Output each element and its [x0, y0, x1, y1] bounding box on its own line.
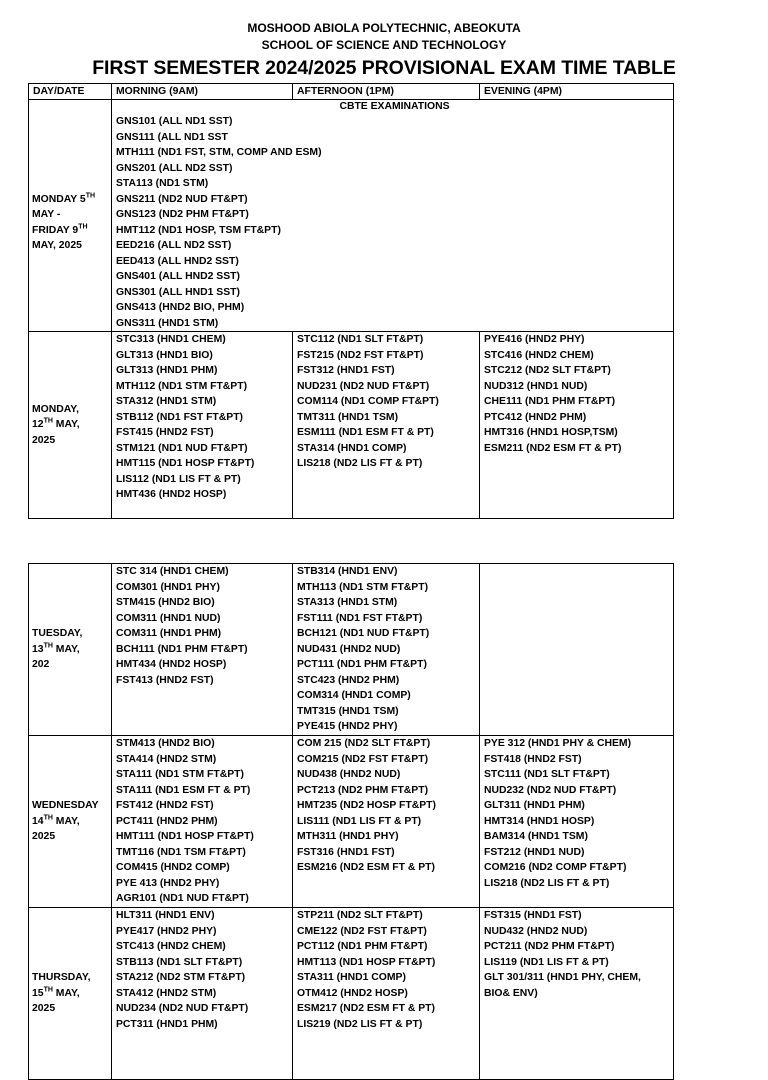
course-entry: STM121 (ND1 NUD FT&PT) [116, 442, 248, 454]
column-header-day: DAY/DATE [29, 84, 112, 100]
course-entry: HMT436 (HND2 HOSP) [116, 489, 227, 500]
course-entry: NUD231 (ND2 NUD FT&PT) [297, 380, 430, 392]
course-entry: GNS111 (ALL ND1 SST [116, 131, 228, 143]
course-entry: PCT411 (HND2 PHM) [116, 815, 218, 827]
course-entry: GLT313 (HND1 PHM) [116, 365, 218, 376]
day-date-line: MAY, 2025 [32, 240, 82, 251]
cbte-row [29, 100, 674, 115]
course-entry: OTM412 (HND2 HOSP) [297, 987, 408, 999]
course-entry: AGR101 (ND1 NUD FT&PT) [116, 893, 249, 904]
course-entry: FST418 (HND2 FST) [484, 753, 582, 765]
course-entry: STC423 (HND2 PHM) [297, 674, 400, 686]
afternoon-cell [293, 564, 480, 736]
course-entry: LIS219 (ND2 LIS FT & PT) [297, 1018, 423, 1030]
day-date-line: MAY - [32, 209, 61, 220]
course-entry: BAM314 (HND1 TSM) [484, 831, 588, 842]
course-entry: HMT235 (ND2 HOSP FT&PT) [297, 800, 436, 811]
course-entry: PCT311 (HND1 PHM) [116, 1018, 218, 1030]
timetable-part-2 [28, 563, 674, 1080]
morning-cell [112, 736, 293, 908]
course-entry: GNS123 (ND2 PHM FT&PT) [116, 209, 249, 220]
course-entry: FST212 (HND1 NUD) [484, 846, 585, 858]
column-header-afternoon: AFTERNOON (1PM) [293, 84, 480, 100]
course-entry: FST312 (HND1 FST) [297, 365, 395, 376]
course-entry: HLT311 (HND1 ENV) [116, 910, 215, 921]
course-entry: STA414 (HND2 STM) [116, 753, 217, 765]
course-entry: COM301 (HND1 PHY) [116, 581, 220, 593]
course-entry: TMT116 (ND1 TSM FT&PT) [116, 846, 246, 858]
morning-cell [112, 564, 293, 736]
evening-cell [480, 564, 674, 736]
course-entry: HMT112 (ND1 HOSP, TSM FT&PT) [116, 224, 281, 236]
day-date-line: 2025 [32, 831, 56, 843]
cbte-label: CBTE EXAMINATIONS [112, 100, 674, 115]
course-entry: GNS401 (ALL HND2 SST) [116, 271, 240, 282]
course-entry: FST415 (HND2 FST) [116, 427, 214, 438]
course-entry: FST316 (HND1 FST) [297, 846, 395, 858]
course-entry: STC112 (ND1 SLT FT&PT) [297, 334, 424, 345]
course-entry: STA311 (HND1 COMP) [297, 972, 406, 983]
course-entry: COM311 (HND1 PHM) [116, 628, 222, 639]
course-entry: EED216 (ALL ND2 SST) [116, 240, 232, 251]
course-entry: GNS101 (ALL ND1 SST) [116, 116, 233, 127]
afternoon-cell [293, 736, 480, 908]
table-row [29, 332, 674, 519]
course-entry: HMT316 (HND1 HOSP,TSM) [484, 427, 618, 438]
course-entry: STA312 (HND1 STM) [116, 396, 217, 407]
course-entry: ESM217 (ND2 ESM FT & PT) [297, 1003, 435, 1014]
course-entry: STC111 (ND1 SLT FT&PT) [484, 769, 610, 780]
course-entry: COM415 (HND2 COMP) [116, 862, 230, 873]
course-entry: STA314 (HND1 COMP) [297, 442, 407, 454]
course-entry: PTC412 (HND2 PHM) [484, 411, 587, 423]
course-entry: HMT434 (HND2 HOSP) [116, 659, 227, 670]
course-entry: LIS112 (ND1 LIS FT & PT) [116, 473, 241, 485]
course-entry: STC416 (HND2 CHEM) [484, 349, 594, 361]
course-entry: FST215 (ND2 FST FT&PT) [297, 349, 424, 361]
course-entry: MTH113 (ND1 STM FT&PT) [297, 581, 429, 593]
table-row [29, 564, 674, 736]
course-entry: FST111 (ND1 FST FT&PT) [297, 612, 423, 624]
course-entry: PCT213 (ND2 PHM FT&PT) [297, 784, 429, 796]
course-entry: GNS201 (ALL ND2 SST) [116, 162, 233, 174]
course-entry: HMT314 (HND1 HOSP) [484, 815, 595, 827]
afternoon-cell [293, 908, 480, 1080]
course-entry: PYE 413 (HND2 PHY) [116, 877, 220, 889]
course-entry: STM413 (HND2 BIO) [116, 738, 215, 749]
course-entry: EED413 (ALL HND2 SST) [116, 255, 239, 267]
day-date-line: 12TH MAY, [32, 417, 80, 431]
column-header-morning: MORNING (9AM) [112, 84, 293, 100]
school-name: SCHOOL OF SCIENCE AND TECHNOLOGY [261, 38, 507, 52]
day-date-line: MONDAY, [32, 403, 79, 415]
course-entry: GLT311 (HND1 PHM) [484, 800, 585, 811]
course-entry: STB113 (ND1 SLT FT&PT) [116, 956, 243, 968]
course-entry: STA113 (ND1 STM) [116, 178, 209, 189]
course-entry: HMT113 (ND1 HOSP FT&PT) [297, 956, 436, 968]
course-entry: STM415 (HND2 BIO) [116, 597, 215, 608]
day-date-line: 15TH MAY, [32, 986, 80, 999]
course-entry: PCT112 (ND1 PHM FT&PT) [297, 941, 428, 952]
course-entry: COM 215 (ND2 SLT FT&PT) [297, 738, 431, 749]
day-date-cell [29, 736, 112, 908]
day-date-line: FRIDAY 9TH [32, 223, 88, 236]
course-entry: NUD438 (HND2 NUD) [297, 769, 401, 780]
course-entry: GNS413 (HND2 BIO, PHM) [116, 302, 245, 313]
course-entry: NUD432 (HND2 NUD) [484, 925, 588, 937]
course-entry: HMT115 (ND1 HOSP FT&PT) [116, 458, 255, 469]
afternoon-cell [293, 332, 480, 519]
course-entry: PYE416 (HND2 PHY) [484, 334, 585, 345]
day-date-line: 2025 [32, 434, 56, 446]
course-entry: NUD312 (HND1 NUD) [484, 380, 588, 392]
column-header-row [29, 84, 674, 100]
course-entry: BCH111 (ND1 PHM FT&PT) [116, 643, 248, 655]
evening-cell [480, 736, 674, 908]
course-entry: STC212 (ND2 SLT FT&PT) [484, 365, 611, 376]
course-entry: COM114 (ND1 COMP FT&PT) [297, 396, 439, 407]
course-entry: PYE417 (HND2 PHY) [116, 925, 217, 937]
evening-cell [480, 908, 674, 1080]
course-entry: LIS119 (ND1 LIS FT & PT) [484, 956, 609, 968]
course-entry: FST315 (HND1 FST) [484, 910, 582, 921]
course-entry: STA111 (ND1 ESM FT & PT) [116, 784, 251, 796]
course-entry: STB314 (HND1 ENV) [297, 566, 398, 577]
table-row [29, 736, 674, 908]
day-date-cell [29, 908, 112, 1080]
day-date-line: TUESDAY, [32, 628, 83, 640]
course-entry: STA313 (HND1 STM) [297, 597, 398, 608]
course-entry: FST413 (HND2 FST) [116, 674, 214, 686]
course-entry: NUD234 (ND2 NUD FT&PT) [116, 1003, 249, 1014]
page-title: FIRST SEMESTER 2024/2025 PROVISIONAL EXAM TIME TABLE [92, 57, 676, 79]
course-entry: GNS211 (ND2 NUD FT&PT) [116, 193, 248, 205]
day-date-line: THURSDAY, [32, 972, 91, 984]
course-entry: LIS218 (ND2 LIS FT & PT) [484, 877, 610, 889]
course-entry: PYE415 (HND2 PHY) [297, 721, 398, 732]
course-entry: HMT111 (ND1 HOSP FT&PT) [116, 831, 254, 842]
course-entry: PYE 312 (HND1 PHY & CHEM) [484, 738, 632, 749]
course-entry: LIS218 (ND2 LIS FT & PT) [297, 458, 423, 469]
course-entry: GNS301 (ALL HND1 SST) [116, 286, 240, 298]
course-entry: ESM111 (ND1 ESM FT & PT) [297, 427, 434, 438]
course-entry: COM311 (HND1 NUD) [116, 612, 221, 624]
course-entry: PCT111 (ND1 PHM FT&PT) [297, 659, 427, 670]
institution-name: MOSHOOD ABIOLA POLYTECHNIC, ABEOKUTA [247, 21, 521, 35]
day-cell-empty [29, 100, 112, 115]
course-entry: CME122 (ND2 FST FT&PT) [297, 925, 427, 937]
course-entry: TMT315 (HND1 TSM) [297, 705, 399, 717]
table-row [29, 908, 674, 1080]
timetable-part-1 [28, 83, 674, 519]
course-entry: MTH311 (HND1 PHY) [297, 831, 399, 842]
evening-cell [480, 332, 674, 519]
course-entry: COM215 (ND2 FST FT&PT) [297, 753, 429, 765]
day-date-line: 14TH MAY, [32, 814, 80, 827]
day-date-cell [29, 564, 112, 736]
course-entry: BIO& ENV) [484, 987, 538, 999]
morning-cell [112, 908, 293, 1080]
course-entry: MTH111 (ND1 FST, STM, COMP AND ESM) [116, 147, 322, 158]
course-entry: GNS311 (HND1 STM) [116, 317, 219, 329]
table-row [29, 114, 674, 332]
day-date-line: MONDAY 5TH [32, 192, 96, 205]
course-entry: ESM216 (ND2 ESM FT & PT) [297, 862, 435, 873]
day-date-cell [29, 332, 112, 519]
course-entry: GLT 301/311 (HND1 PHY, CHEM, [484, 972, 641, 983]
course-entry: STB112 (ND1 FST FT&PT) [116, 411, 244, 423]
course-entry: NUD232 (ND2 NUD FT&PT) [484, 784, 617, 796]
course-entry: STA412 (HND2 STM) [116, 987, 217, 999]
course-entry: TMT311 (HND1 TSM) [297, 411, 399, 423]
course-entry: COM314 (HND1 COMP) [297, 690, 411, 701]
day-date-line: 13TH MAY, [32, 642, 80, 655]
course-entry: ESM211 (ND2 ESM FT & PT) [484, 442, 622, 454]
course-entry: CHE111 (ND1 PHM FT&PT) [484, 396, 616, 407]
course-entry: GLT313 (HND1 BIO) [116, 349, 213, 361]
day-date-line: 2025 [32, 1003, 56, 1015]
course-entry: STA212 (ND2 STM FT&PT) [116, 972, 246, 983]
course-entry: FST412 (HND2 FST) [116, 800, 214, 811]
day-date-line: WEDNESDAY [32, 800, 99, 812]
course-entry: NUD431 (HND2 NUD) [297, 643, 401, 655]
day-date-line: 202 [32, 659, 50, 671]
course-entry: STC 314 (HND1 CHEM) [116, 566, 229, 577]
morning-cell [112, 332, 293, 519]
course-entry: COM216 (ND2 COMP FT&PT) [484, 862, 627, 873]
course-entry: LIS111 (ND1 LIS FT & PT) [297, 815, 422, 827]
course-entry: MTH112 (ND1 STM FT&PT) [116, 380, 248, 392]
cbte-course-list [112, 114, 674, 332]
course-entry: PCT211 (ND2 PHM FT&PT) [484, 941, 615, 952]
course-entry: STA111 (ND1 STM FT&PT) [116, 769, 244, 780]
course-entry: STP211 (ND2 SLT FT&PT) [297, 910, 423, 921]
course-entry: STC413 (HND2 CHEM) [116, 941, 226, 952]
day-date-cell [29, 114, 112, 332]
column-header-evening: EVENING (4PM) [480, 84, 674, 100]
course-entry: BCH121 (ND1 NUD FT&PT) [297, 628, 430, 639]
course-entry: STC313 (HND1 CHEM) [116, 334, 226, 345]
